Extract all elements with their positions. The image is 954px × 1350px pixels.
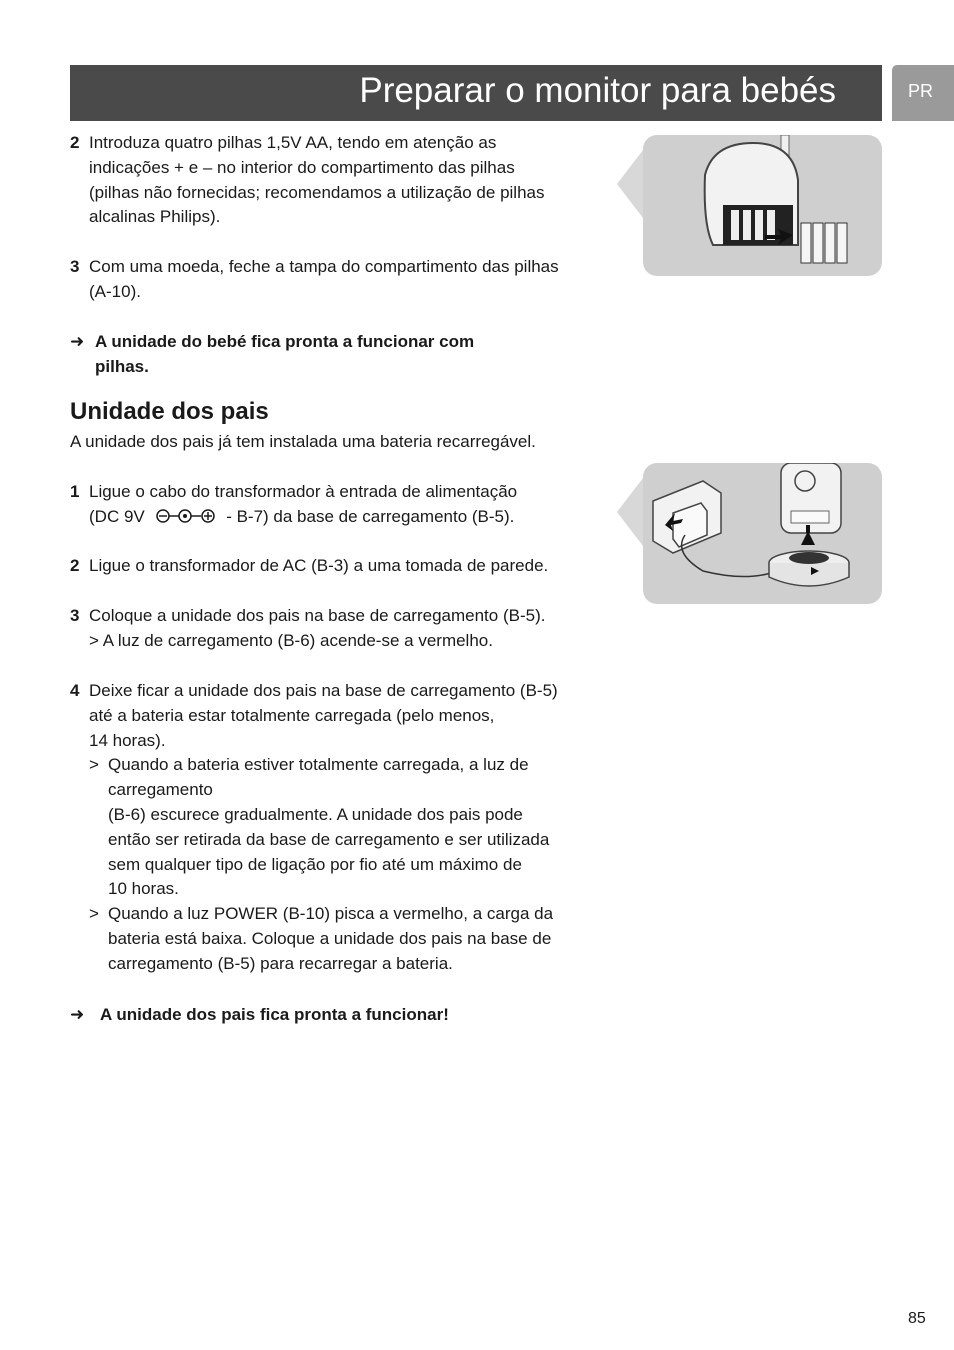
text-line: carregamento (B-5) para recarregar a bateria. [108, 953, 453, 973]
step-number: 2 [70, 556, 80, 575]
text-line: carregamento [108, 780, 213, 800]
text-line: Deixe ficar a unidade dos pais na base de carregamento (B-5) [89, 681, 558, 700]
page-number: 85 [908, 1310, 926, 1327]
text-line: A unidade do bebé fica pronta a funcionar com [95, 332, 475, 351]
note-marker: > [89, 904, 99, 924]
battery-illustration [643, 135, 882, 276]
arrow-icon: ➜ [70, 332, 85, 351]
step-number: 2 [70, 133, 80, 152]
text-line: então ser retirada da base de carregamento e ser utilizada [108, 829, 550, 849]
step-number: 1 [70, 482, 80, 501]
text-segment: - B-7) da base de carregamento (B-5). [226, 506, 515, 526]
page-title: Preparar o monitor para bebés [359, 71, 836, 110]
charger-base-icon [643, 463, 882, 604]
arrow-icon: ➜ [70, 1005, 85, 1024]
text-line [89, 505, 517, 530]
text-line: indicações + e – no interior do compartimento das pilhas [89, 157, 515, 177]
illustration-tab [617, 478, 643, 546]
section-heading: Unidade dos pais [70, 398, 269, 425]
text-line: Coloque a unidade dos pais na base de carregamento (B-5). [89, 606, 546, 625]
step-number: 3 [70, 606, 80, 625]
illustration-tab [617, 150, 643, 218]
text-line: Ligue o transformador de AC (B-3) a uma tomada de parede. [89, 556, 549, 575]
header-bar [70, 65, 882, 121]
text-line: até a bateria estar totalmente carregada (pelo menos, [89, 705, 495, 725]
text-line: (pilhas não fornecidas; recomendamos a utilização de pilhas [89, 182, 545, 202]
note-1 [89, 753, 558, 902]
text-line: Com uma moeda, feche a tampa do compartimento das pilhas [89, 257, 559, 276]
text-line: Introduza quatro pilhas 1,5V AA, tendo em atenção as [89, 133, 497, 152]
language-label: PR [908, 81, 934, 101]
text-segment: (DC 9V [89, 506, 145, 526]
text-line: 10 horas. [108, 879, 179, 899]
text-line: (B-6) escurece gradualmente. A unidade dos pais pode [108, 804, 523, 824]
text-line: 14 horas). [89, 730, 166, 750]
text-line: alcalinas Philips). [89, 207, 221, 227]
text-line: > A luz de carregamento (B-6) acende-se a vermelho. [89, 630, 493, 650]
text-line: Quando a bateria estiver totalmente carregada, a luz de [108, 755, 529, 775]
text-line: pilhas. [95, 356, 149, 376]
charging-illustration [643, 463, 882, 604]
parent-intro: A unidade dos pais já tem instalada uma bateria recarregável. [70, 432, 536, 451]
step-number: 3 [70, 257, 80, 276]
text-line: sem qualquer tipo de ligação por fio até um máximo de [108, 854, 522, 874]
dc-polarity-icon [155, 508, 217, 524]
text-line: Quando a luz POWER (B-10) pisca a vermelho, a carga da [108, 904, 554, 924]
result-text: A unidade dos pais fica pronta a funcionar! [100, 1005, 449, 1024]
step-number: 4 [70, 681, 80, 700]
baby-unit-battery-icon [643, 135, 882, 276]
text-line: (A-10). [89, 281, 141, 301]
note-marker: > [89, 755, 99, 775]
note-2 [89, 902, 558, 976]
language-tab [892, 65, 954, 121]
text-line: Ligue o cabo do transformador à entrada de alimentação [89, 482, 518, 501]
text-line: bateria está baixa. Coloque a unidade dos pais na base de [108, 928, 552, 948]
